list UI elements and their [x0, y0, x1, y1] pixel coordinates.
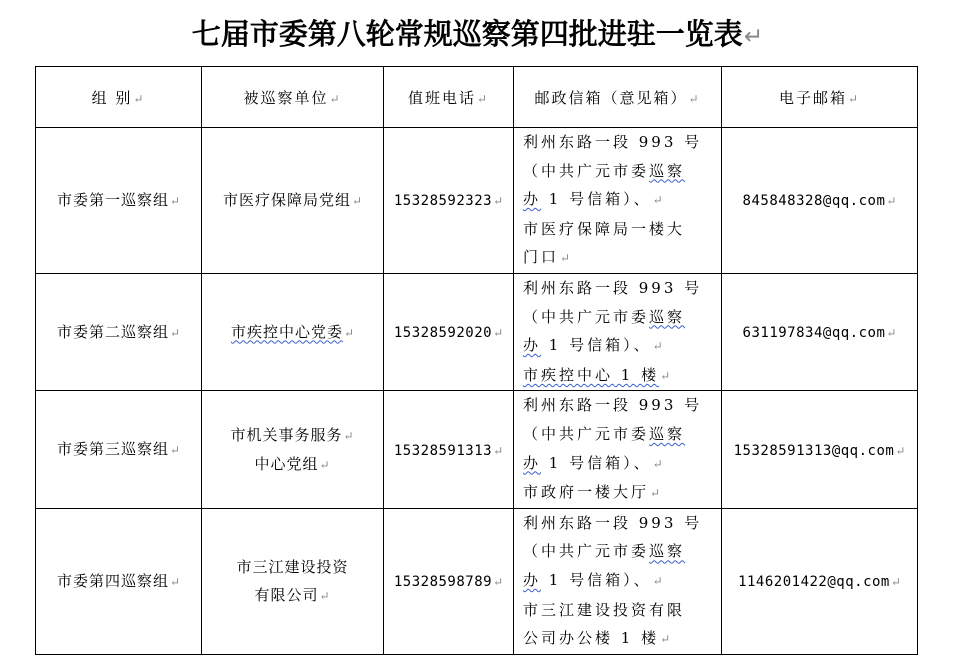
- spellcheck-underlined-text: 办: [523, 453, 542, 472]
- mail-text: （中共广元市委: [523, 542, 650, 561]
- email-cell: [722, 391, 918, 508]
- email-address: 845848328@qq.com: [742, 193, 886, 210]
- document-title-text: 七届市委第八轮常规巡察第四批进驻一览表: [191, 17, 743, 51]
- mail-address-line: [523, 566, 717, 596]
- mail-text: 1 号信箱）、: [541, 570, 652, 589]
- spellcheck-underlined-text: 办: [523, 190, 542, 209]
- paragraph-mark-icon: ↵: [133, 91, 146, 106]
- mail-address-line: 利州东路一段 993 号: [523, 396, 703, 415]
- spellcheck-underlined-text: 办: [523, 570, 542, 589]
- phone-cell: [384, 508, 514, 654]
- paragraph-mark-icon: ↵: [688, 91, 701, 106]
- mailbox-cell: [514, 508, 722, 654]
- unit-label: 市医疗保障局党组: [222, 190, 351, 209]
- unit-label-line: 市机关事务服务: [230, 425, 343, 444]
- mail-address-line: [523, 624, 717, 654]
- group-label: 市委第三巡察组: [56, 440, 169, 459]
- header-email-label: 电子邮箱: [778, 88, 847, 107]
- paragraph-mark-icon: ↵: [493, 575, 504, 590]
- group-cell: [36, 391, 202, 508]
- paragraph-mark-icon: ↵: [493, 443, 504, 458]
- paragraph-mark-icon: ↵: [169, 574, 181, 589]
- group-cell: [36, 273, 202, 390]
- paragraph-mark-icon: ↵: [169, 325, 181, 340]
- paragraph-mark-icon: ↵: [560, 251, 574, 266]
- mail-address-line: [523, 157, 717, 186]
- unit-cell: [202, 508, 384, 654]
- phone-cell: [384, 128, 514, 274]
- mail-text: 1 号信箱）、: [541, 336, 652, 355]
- header-unit: [202, 67, 384, 128]
- phone-number: 15328598789: [393, 574, 493, 591]
- phone-cell: [384, 273, 514, 390]
- spellcheck-underlined-text: 巡察: [649, 424, 686, 443]
- mail-text: 1 号信箱）、: [541, 190, 652, 209]
- mail-text: （中共广元市委: [523, 307, 650, 326]
- header-group: [36, 67, 202, 128]
- paragraph-mark-icon: ↵: [343, 428, 355, 443]
- mail-address-line: 利州东路一段 993 号: [523, 133, 703, 151]
- group-label: 市委第二巡察组: [56, 322, 169, 341]
- unit-label-line: 有限公司: [254, 585, 319, 604]
- paragraph-mark-icon: ↵: [476, 91, 490, 106]
- unit-cell: [202, 391, 384, 508]
- table-header-row: [36, 67, 918, 128]
- mail-address-line: [523, 185, 717, 215]
- group-cell: [36, 508, 202, 654]
- paragraph-mark-icon: ↵: [743, 23, 764, 50]
- paragraph-mark-icon: ↵: [169, 193, 181, 208]
- email-address: 1146201422@qq.com: [738, 574, 890, 591]
- mail-text: 门口: [523, 248, 560, 267]
- email-address: 631197834@qq.com: [742, 325, 886, 342]
- unit-label: 市疾控中心党委: [230, 322, 343, 341]
- paragraph-mark-icon: ↵: [650, 486, 664, 501]
- paragraph-mark-icon: ↵: [890, 575, 901, 590]
- paragraph-mark-icon: ↵: [886, 326, 897, 341]
- phone-number: 15328592323: [393, 193, 493, 210]
- patrol-schedule-table: [35, 66, 918, 655]
- unit-label-line: 市三江建设投资: [236, 557, 349, 576]
- email-cell: [722, 508, 918, 654]
- mail-address-line: [523, 361, 717, 391]
- paragraph-mark-icon: ↵: [652, 573, 666, 588]
- mail-address-line: 市医疗保障局一楼大: [523, 219, 686, 238]
- paragraph-mark-icon: ↵: [319, 588, 331, 603]
- paragraph-mark-icon: ↵: [652, 456, 666, 471]
- header-unit-label: 被巡察单位: [243, 88, 329, 107]
- paragraph-mark-icon: ↵: [329, 91, 342, 106]
- mail-address-line: [523, 420, 717, 449]
- group-cell: [36, 128, 202, 274]
- paragraph-mark-icon: ↵: [886, 194, 897, 209]
- header-phone: [384, 67, 514, 128]
- mail-text: （中共广元市委: [523, 161, 650, 180]
- table-row: [36, 391, 918, 508]
- header-phone-label: 值班电话: [407, 88, 476, 107]
- mail-address-line: [523, 243, 717, 273]
- table-row: [36, 508, 918, 654]
- phone-number: 15328591313: [393, 442, 493, 459]
- mailbox-cell: [514, 273, 722, 390]
- spellcheck-underlined-text: 巡察: [649, 161, 686, 180]
- phone-cell: [384, 391, 514, 508]
- header-mail: [514, 67, 722, 128]
- paragraph-mark-icon: ↵: [660, 368, 674, 383]
- mail-address-line: [523, 303, 717, 332]
- mailbox-cell: [514, 391, 722, 508]
- mail-text: 公司办公楼 1 楼: [523, 629, 660, 648]
- spellcheck-underlined-text: 办: [523, 336, 542, 355]
- mail-address-line: [523, 537, 717, 566]
- mail-text: 1 号信箱）、: [541, 453, 652, 472]
- mail-address-line: [523, 449, 717, 479]
- unit-label: [230, 421, 354, 479]
- paragraph-mark-icon: ↵: [895, 443, 906, 458]
- mail-address-line: 利州东路一段 993 号: [523, 278, 703, 297]
- unit-label-line: 中心党组: [254, 454, 319, 473]
- header-mail-label: 邮政信箱（意见箱）: [534, 88, 688, 107]
- email-cell: [722, 273, 918, 390]
- paragraph-mark-icon: ↵: [660, 632, 674, 647]
- paragraph-mark-icon: ↵: [319, 457, 331, 472]
- mail-address-line: [523, 478, 717, 508]
- paragraph-mark-icon: ↵: [493, 194, 504, 209]
- paragraph-mark-icon: ↵: [343, 325, 355, 340]
- table-row: [36, 273, 918, 390]
- header-email: [722, 67, 918, 128]
- paragraph-mark-icon: ↵: [169, 443, 181, 458]
- document-title: [0, 14, 955, 57]
- mail-text: 市政府一楼大厅: [523, 483, 650, 502]
- paragraph-mark-icon: ↵: [652, 193, 666, 208]
- unit-cell: [202, 128, 384, 274]
- unit-cell: [202, 273, 384, 390]
- table-row: [36, 128, 918, 274]
- mail-address-line: [523, 331, 717, 361]
- mail-address-line: 利州东路一段 993 号: [523, 513, 703, 532]
- unit-label: [236, 553, 348, 610]
- spellcheck-underlined-text: 巡察: [649, 542, 686, 561]
- group-label: 市委第一巡察组: [56, 190, 169, 209]
- paragraph-mark-icon: ↵: [493, 326, 504, 341]
- header-group-label: 组 别: [91, 88, 133, 107]
- email-address: 15328591313@qq.com: [733, 442, 895, 459]
- phone-number: 15328592020: [393, 325, 493, 342]
- paragraph-mark-icon: ↵: [847, 91, 861, 106]
- group-label: 市委第四巡察组: [56, 571, 169, 590]
- mail-text: 市疾控中心 1 楼: [523, 365, 660, 384]
- mail-text: （中共广元市委: [523, 424, 650, 443]
- spellcheck-underlined-text: 巡察: [649, 307, 686, 326]
- email-cell: [722, 128, 918, 274]
- paragraph-mark-icon: ↵: [652, 339, 666, 354]
- mailbox-cell: [514, 128, 722, 274]
- mail-address-line: 市三江建设投资有限: [523, 600, 686, 619]
- paragraph-mark-icon: ↵: [351, 193, 363, 208]
